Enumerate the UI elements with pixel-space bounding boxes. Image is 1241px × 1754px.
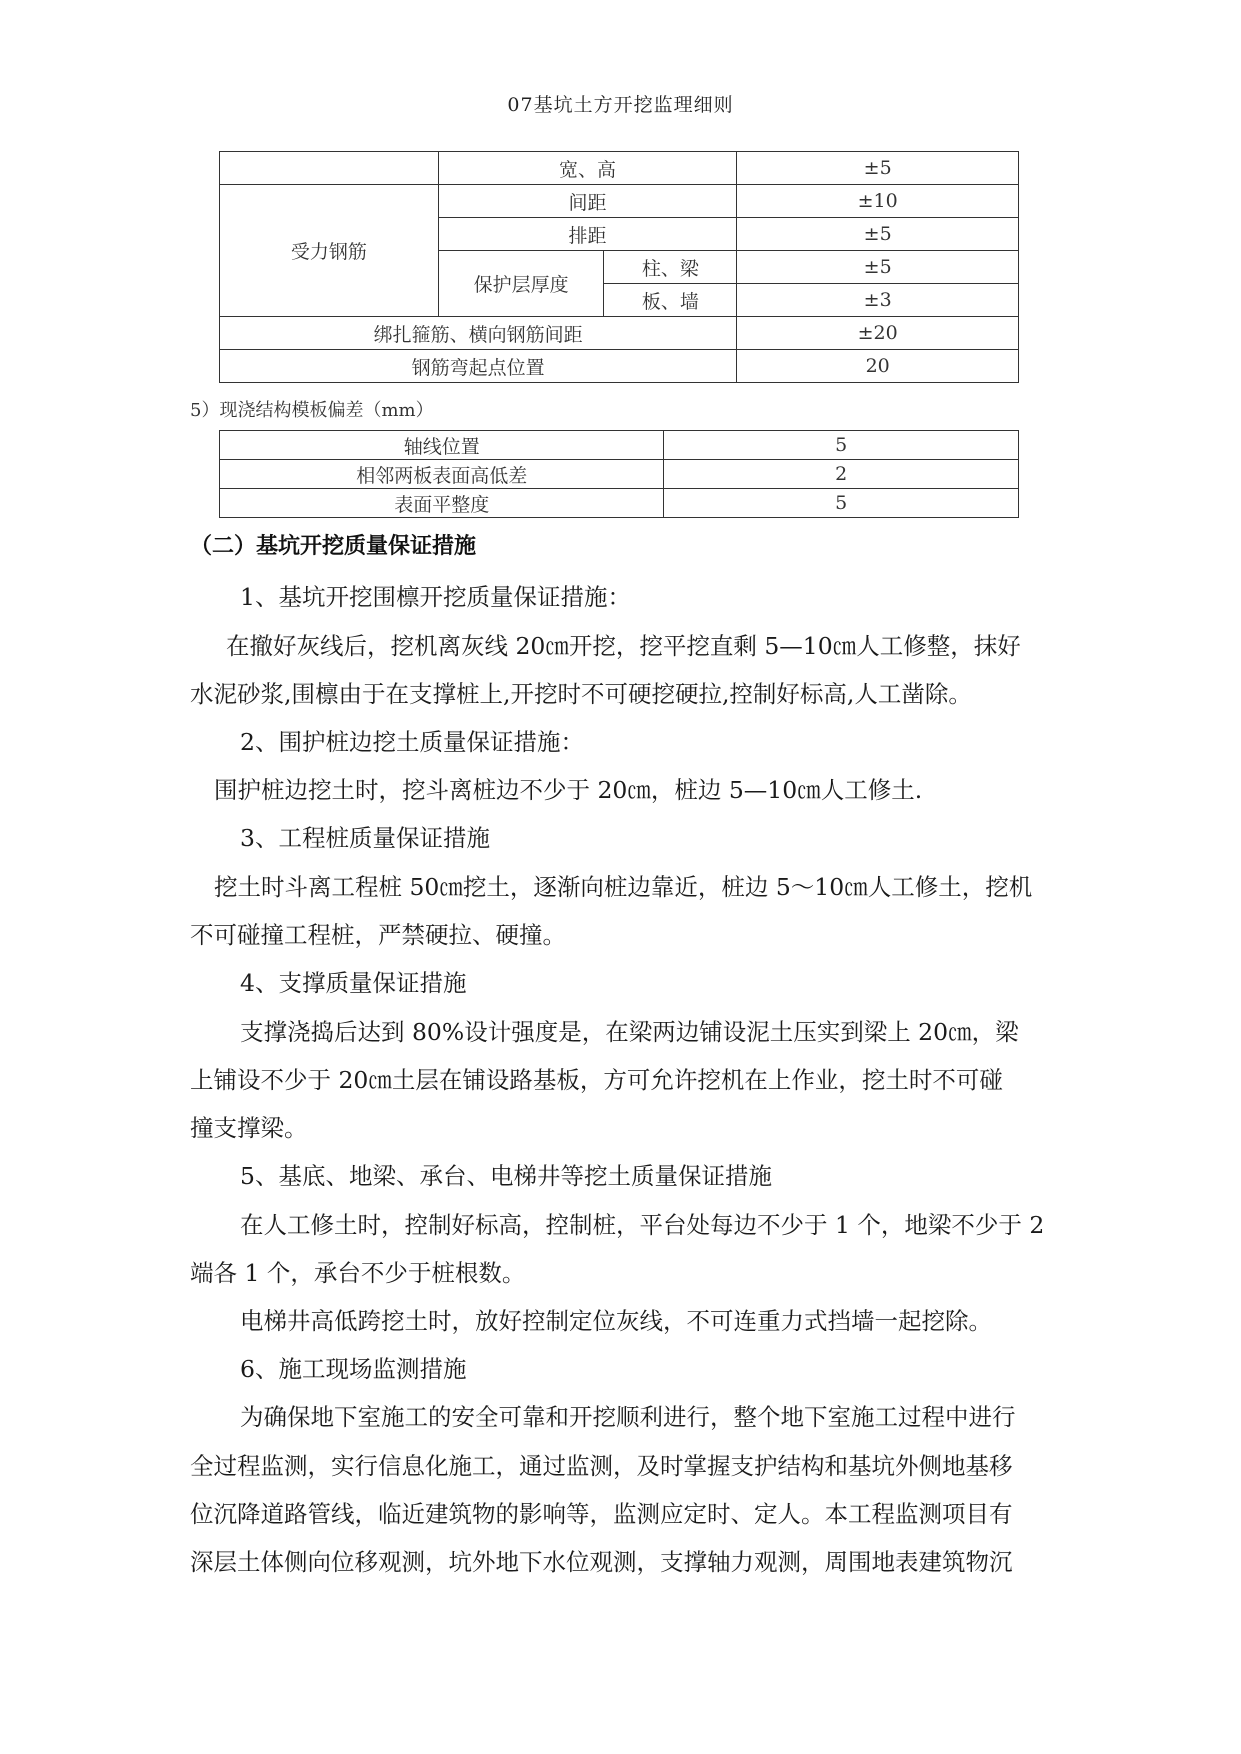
- subsection-title: 6、施工现场监测措施: [240, 1355, 467, 1383]
- table-cell-value: ±5: [737, 218, 1019, 251]
- table-cell: 绑扎箍筋、横向钢筋间距: [220, 317, 737, 350]
- table-cell-group: 受力钢筋: [220, 185, 439, 317]
- body-line: 端各 1 个，承台不少于桩根数。: [190, 1259, 526, 1287]
- body-line: 支撑浇捣后达到 80%设计强度是，在梁两边铺设泥土压实到梁上 20㎝，梁: [240, 1018, 1019, 1046]
- table-cell-value: ±3: [737, 284, 1019, 317]
- table-row: [220, 489, 1019, 518]
- body-line: 全过程监测，实行信息化施工，通过监测，及时掌握支护结构和基坑外侧地基移: [190, 1452, 1013, 1480]
- table-row: [220, 317, 1019, 350]
- table-cell: 间距: [438, 185, 737, 218]
- table-cell-value: ±10: [737, 185, 1019, 218]
- subsection-title: 5、基底、地梁、承台、电梯井等挖土质量保证措施: [240, 1162, 772, 1190]
- table-cell: 钢筋弯起点位置: [220, 350, 737, 383]
- rebar-tolerance-table: [219, 151, 1019, 383]
- subsection-title: 4、支撑质量保证措施: [240, 969, 467, 997]
- table-caption: 5）现浇结构模板偏差（mm）: [190, 400, 434, 421]
- body-line: 上铺设不少于 20㎝土层在铺设路基板，方可允许挖机在上作业，挖土时不可碰: [190, 1066, 1003, 1094]
- body-line: 围护桩边挖土时，挖斗离桩边不少于 20㎝，桩边 5—10㎝人工修土.: [214, 776, 923, 804]
- table-cell: 相邻两板表面高低差: [220, 460, 664, 489]
- table-cell-value: 5: [664, 489, 1019, 518]
- table-cell-empty: [220, 152, 439, 185]
- table-row: [220, 460, 1019, 489]
- body-line: 不可碰撞工程桩，严禁硬拉、硬撞。: [190, 921, 566, 949]
- table-cell: 轴线位置: [220, 431, 664, 460]
- table-cell-value: 2: [664, 460, 1019, 489]
- formwork-tolerance-table: [219, 430, 1019, 518]
- page-header: 07基坑土方开挖监理细则: [507, 94, 734, 116]
- table-row: [220, 431, 1019, 460]
- table-cell-value: 20: [737, 350, 1019, 383]
- body-line: 在撤好灰线后，挖机离灰线 20㎝开挖，挖平挖直剩 5—10㎝人工修整，抹好: [226, 632, 1021, 660]
- table-cell: 排距: [438, 218, 737, 251]
- table-cell: 宽、高: [438, 152, 737, 185]
- table-cell: 表面平整度: [220, 489, 664, 518]
- body-line: 位沉降道路管线，临近建筑物的影响等，监测应定时、定人。本工程监测项目有: [190, 1500, 1013, 1528]
- table-cell-value: 5: [664, 431, 1019, 460]
- body-line: 深层土体侧向位移观测，坑外地下水位观测，支撑轴力观测，周围地表建筑物沉: [190, 1548, 1013, 1576]
- table-cell-value: ±20: [737, 317, 1019, 350]
- table-cell: 板、墙: [604, 284, 737, 317]
- body-line: 为确保地下室施工的安全可靠和开挖顺利进行，整个地下室施工过程中进行: [240, 1403, 1016, 1431]
- body-line: 水泥砂浆,围檩由于在支撑桩上,开挖时不可硬挖硬拉,控制好标高,人工凿除。: [190, 680, 972, 708]
- table-row: [220, 185, 1019, 218]
- table-cell-value: ±5: [737, 152, 1019, 185]
- body-line: 撞支撑梁。: [190, 1114, 308, 1142]
- section-heading: （二）基坑开挖质量保证措施: [190, 534, 477, 559]
- table-row: [220, 152, 1019, 185]
- table-cell-subgroup: 保护层厚度: [438, 251, 604, 317]
- table-cell-value: ±5: [737, 251, 1019, 284]
- table-row: [220, 350, 1019, 383]
- subsection-title: 3、工程桩质量保证措施: [240, 824, 490, 852]
- body-line: 电梯井高低跨挖土时，放好控制定位灰线，不可连重力式挡墙一起挖除。: [240, 1307, 992, 1335]
- subsection-title: 1、基坑开挖围檩开挖质量保证措施：: [240, 583, 631, 611]
- table-cell: 柱、梁: [604, 251, 737, 284]
- body-line: 在人工修土时，控制好标高，控制桩，平台处每边不少于 1 个，地梁不少于 2: [240, 1211, 1045, 1239]
- body-line: 挖土时斗离工程桩 50㎝挖土，逐渐向桩边靠近，桩边 5～10㎝人工修土，挖机: [214, 873, 1033, 901]
- subsection-title: 2、围护桩边挖土质量保证措施：: [240, 728, 584, 756]
